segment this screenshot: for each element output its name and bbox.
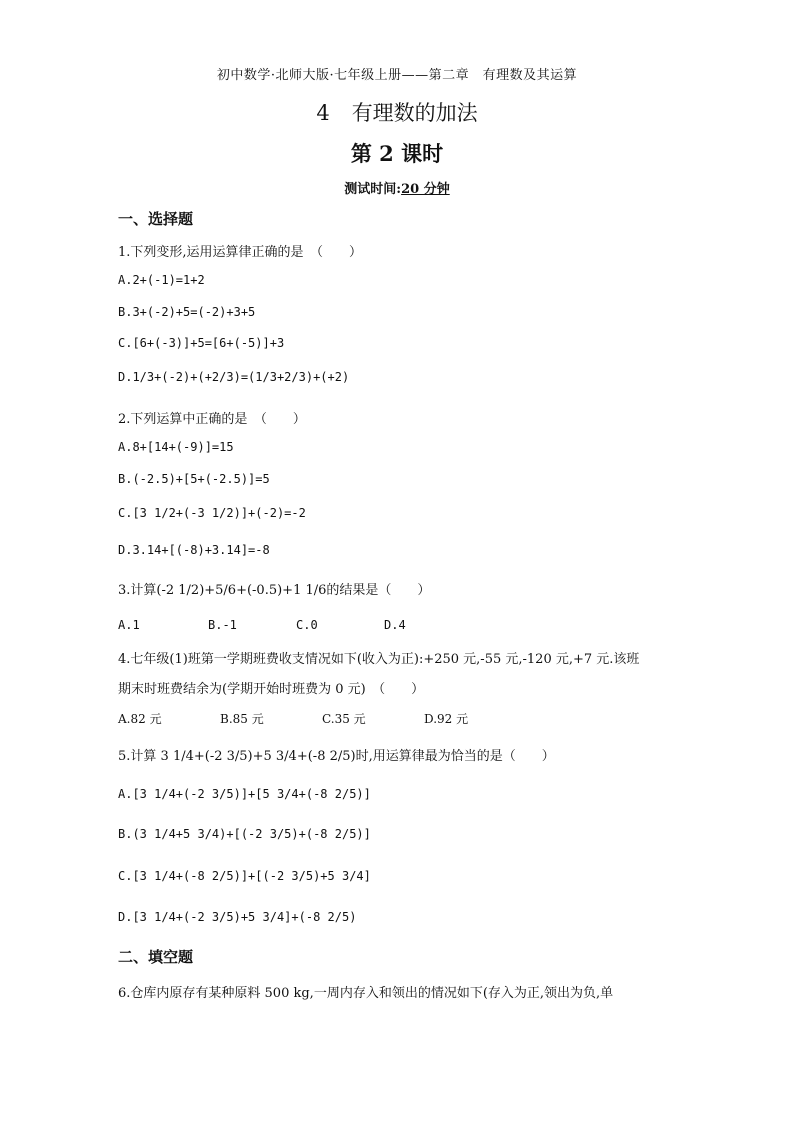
q3-option-d: D.4 [384, 618, 406, 632]
q4-stem-line1: 4.七年级(1)班第一学期班费收支情况如下(收入为正):+250 元,-55 元,-120 元,+7 元.该班 [118, 652, 640, 667]
q2-option-a: A.8+[14+(-9)]=15 [118, 440, 234, 454]
q4-options [118, 710, 468, 727]
running-head: 初中数学·北师大版·七年级上册——第二章 有理数及其运算 [216, 68, 578, 83]
q1-option-a: A.2+(-1)=1+2 [118, 273, 205, 287]
q3-option-c: C.0 [296, 618, 318, 632]
q1-option-b: B.3+(-2)+5=(-2)+3+5 [118, 305, 256, 319]
q2-option-c: C.[3 1/2+(-3 1/2)]+(-2)=-2 [118, 506, 306, 520]
section-fill: 二、填空题 [118, 948, 194, 966]
q5-option-b: B.(3 1/4+5 3/4)+[(-2 3/5)+(-8 2/5)] [118, 827, 371, 841]
section-choice: 一、选择题 [118, 210, 194, 228]
q5-option-a: A.[3 1/4+(-2 3/5)]+[5 3/4+(-8 2/5)] [118, 787, 371, 801]
q3-stem: 3.计算(-2 1/2)+5/6+(-0.5)+1 1/6的结果是（ ） [118, 583, 431, 598]
q3-options [118, 618, 406, 632]
q4-option-b: B.85 元 [220, 712, 264, 726]
q1-stem: 1.下列变形,运用运算律正确的是 （ ） [118, 245, 363, 260]
q2-option-d: D.3.14+[(-8)+3.14]=-8 [118, 543, 270, 557]
q1-option-d: D.1/3+(-2)+(+2/3)=(1/3+2/3)+(+2) [118, 370, 350, 384]
lesson-number: 4 [316, 101, 330, 125]
q5-stem: 5.计算 3 1/4+(-2 3/5)+5 3/4+(-8 2/5)时,用运算律最为恰当的是（ ） [118, 749, 555, 764]
q2-stem: 2.下列运算中正确的是 （ ） [118, 412, 306, 427]
q6-stem: 6.仓库内原存有某种原料 500 kg,一周内存入和领出的情况如下(存入为正,领出为负,单 [118, 986, 614, 1001]
q4-option-d: D.92 元 [424, 712, 469, 726]
lesson-title-text: 有理数的加法 [351, 101, 478, 125]
q2-option-b: B.(-2.5)+[5+(-2.5)]=5 [118, 472, 270, 486]
test-time-value: 20 分钟 [401, 182, 450, 197]
q3-option-b: B.-1 [208, 618, 237, 632]
q1-option-c: C.[6+(-3)]+5=[6+(-5)]+3 [118, 336, 285, 350]
q4-option-c: C.35 元 [322, 712, 366, 726]
q5-option-c: C.[3 1/4+(-8 2/5)]+[(-2 3/5)+5 3/4] [118, 869, 371, 883]
lesson-subtitle: 第 2 课时 [350, 141, 444, 166]
q3-option-a: A.1 [118, 618, 140, 632]
test-time [0, 178, 794, 197]
q5-option-d: D.[3 1/4+(-2 3/5)+5 3/4]+(-8 2/5) [118, 910, 357, 924]
q4-option-a: A.82 元 [118, 712, 162, 726]
lesson-title [0, 97, 794, 127]
test-time-label: 测试时间: [344, 182, 402, 197]
q4-stem-line2: 期末时班费结余为(学期开始时班费为 0 元) （ ） [118, 682, 425, 697]
